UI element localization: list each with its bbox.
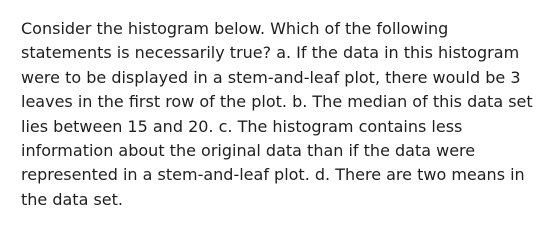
question-text: Consider the histogram below. Which of the following statements is necessarily true? a. If the data in this histogram were to be displayed in a stem-and-leaf plot, there would be 3 leaves in the first row of the plot. b. The median of this data set lies between 15 and 20. c. The histogram contains less information about the original data than if the data were represented in a stem-and-leaf plot. d. There are two means in the data set. [21, 19, 533, 209]
